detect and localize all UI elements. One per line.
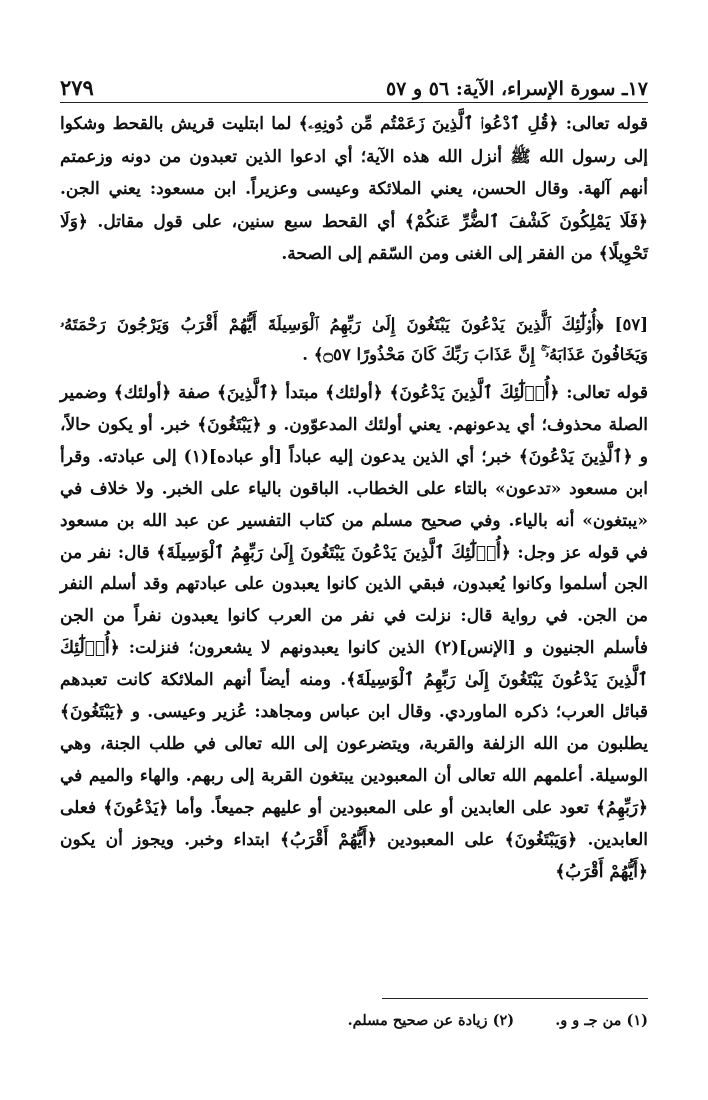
verse-text: [٥٧] ﴿أُو۟لَٰٓئِكَ ٱلَّذِينَ يَدْعُونَ يَبْتَغُونَ إِلَىٰ رَبِّهِمُ ٱلْوَسِيلَةَ أَيُّهُمْ أَقْرَبُ وَيَرْجُونَ رَحْمَتَهُۥ وَيَخَافُونَ عَذَابَهُۥٓ ۚ إِنَّ عَذَابَ رَبِّكَ كَانَ مَحْذُورًا ۝٥٧﴾ . xyxy=(60,315,648,364)
commentary-paragraph-1 xyxy=(60,108,648,271)
footnote-1: (١) من جـ و و. xyxy=(555,1012,648,1029)
running-header xyxy=(60,66,648,103)
footnotes xyxy=(60,1012,648,1029)
paragraph-text: قوله تعالى: ﴿قُلِ ٱدْعُوا۟ ٱلَّذِينَ زَعَمْتُم مِّن دُونِهِۦ﴾ لما ابتليت قريش بالقحط وشكوا إلى رسول الله ﷺ أنزل الله هذه الآية؛ أي ادعوا الذين تعبدون من دونه وزعمتم أنهم آلهة. وقال الحسن، يعني الملائكة وعيسى وعزيراً. ابن مسعود: يعني الجن. ﴿فَلَا يَمْلِكُونَ كَشْفَ ٱلضُّرِّ عَنكُمْ﴾ أي القحط سبع سنين، على قول مقاتل. ﴿وَلَا تَحْوِيلًا﴾ من الفقر إلى الغنى ومن السّقم إلى الصحة. xyxy=(60,114,648,265)
commentary-paragraph-2 xyxy=(60,378,648,889)
page-number: ٢٧٩ xyxy=(60,75,94,100)
quran-verse-57 xyxy=(60,310,648,370)
surah-title: ١٧ـ سورة الإسراء، الآية: ٥٦ و ٥٧ xyxy=(385,78,648,100)
footnote-2: (٢) زيادة عن صحيح مسلم. xyxy=(347,1012,515,1029)
footnote-divider xyxy=(382,998,648,999)
paragraph-text: قوله تعالى: ﴿أُو۟لَٰٓئِكَ ٱلَّذِينَ يَدْعُونَ﴾ ﴿أولئك﴾ مبتدأ ﴿ٱلَّذِينَ﴾ صفة ﴿أولئك﴾ وضمير الصلة محذوف؛ أي يدعونهم. يعني أولئك المدعوّون. و ﴿يَبْتَغُونَ﴾ خبر. أو يكون حالاً، و ﴿ٱلَّذِينَ يَدْعُونَ﴾ خبر؛ أي الذين يدعون إليه عباداً [أو عباده](١) إلى عبادته. وقرأ ابن مسعود «تدعون» بالتاء على الخطاب. الباقون بالياء على الخبر. ولا خلاف في «يبتغون» أنه بالياء. وفي صحيح مسلم من كتاب التفسير عن عبد الله بن مسعود في قوله عز وجل: ﴿أُو۟لَٰٓئِكَ ٱلَّذِينَ يَدْعُونَ يَبْتَغُونَ إِلَىٰ رَبِّهِمُ ٱلْوَسِيلَةَ﴾ قال: نفر من الجن أسلموا وكانوا يُعبدون، فبقي الذين كانوا يعبدون على عبادتهم وقد أسلم النفر من الجن. في رواية قال: نزلت في نفر من العرب كانوا يعبدون نفراً من الجن فأسلم الجنيون و [الإنس](٢) الذين كانوا يعبدونهم لا يشعرون؛ فنزلت: ﴿أُو۟لَٰٓئِكَ ٱلَّذِينَ يَدْعُونَ يَبْتَغُونَ إِلَىٰ رَبِّهِمُ ٱلْوَسِيلَةَ﴾. ومنه أيضاً أنهم الملائكة كانت تعبدهم قبائل العرب؛ ذكره الماوردي. وقال ابن عباس ومجاهد: عُزير وعيسى. و ﴿يَبْتَغُونَ﴾ يطلبون من الله الزلفة والقربة، ويتضرعون إلى الله تعالى في طلب الجنة، وهي الوسيلة. أعلمهم الله تعالى أن المعبودين يبتغون القربة إلى ربهم. والهاء والميم في ﴿رَبِّهِمُ﴾ تعود على العابدين أو على المعبودين أو عليهم جميعاً. وأما ﴿يَدْعُونَ﴾ فعلى العابدين. ﴿وَيَبْتَغُونَ﴾ على المعبودين ﴿أَيُّهُمْ أَقْرَبُ﴾ ابتداء وخبر. ويجوز أن يكون ﴿أَيُّهُمْ أَقْرَبُ﴾ xyxy=(60,383,648,882)
